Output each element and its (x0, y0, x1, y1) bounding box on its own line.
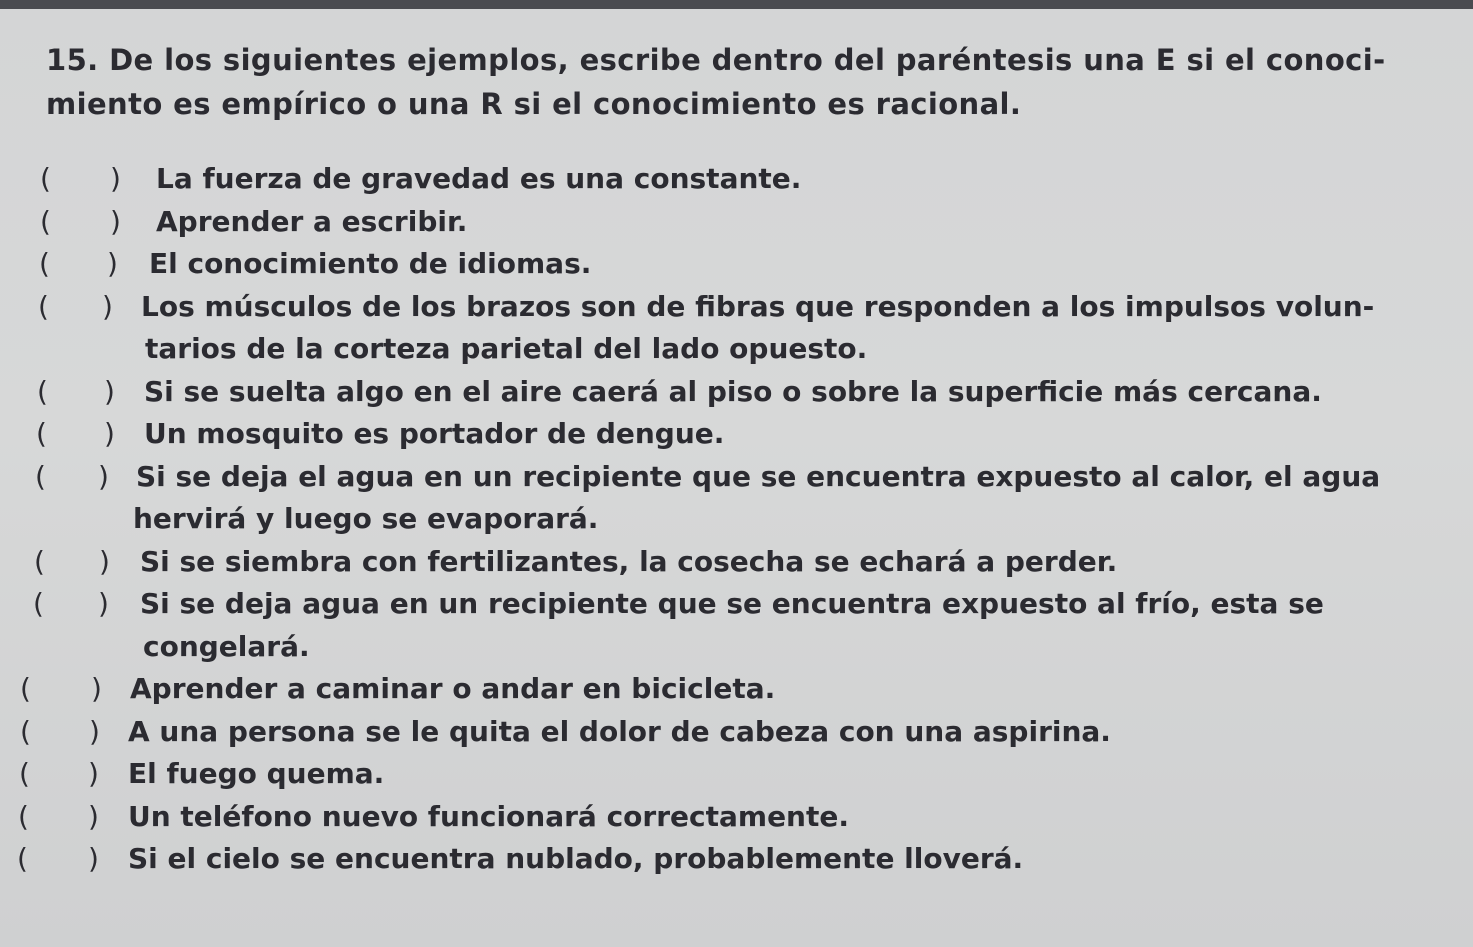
answer-item-7 (0, 456, 1473, 541)
answer-blank-close: ) (98, 587, 109, 620)
item-text: Si se deja agua en un recipiente que se encuentra expuesto al frío, esta se (140, 587, 1324, 620)
answer-item-9 (0, 583, 1473, 668)
answer-item-12 (0, 753, 1473, 796)
answer-blank-open[interactable]: ( (40, 162, 51, 195)
answer-blank-close: ) (88, 757, 99, 790)
answer-blank-open[interactable]: ( (18, 799, 29, 833)
item-text: La fuerza de gravedad es una constante. (156, 162, 802, 195)
answer-item-11 (0, 711, 1473, 754)
answer-item-8 (0, 541, 1473, 584)
item-text: Un teléfono nuevo funcionará correctamente. (128, 799, 849, 833)
answer-item-13 (0, 796, 1473, 839)
item-text: Si se suelta algo en el aire caerá al piso o sobre la superficie más cercana. (144, 374, 1322, 408)
item-text: Si se deja el agua en un recipiente que se encuentra expuesto al calor, el agua (136, 459, 1381, 493)
item-text: Si se siembra con fertilizantes, la cosecha se echará a perder. (140, 544, 1118, 578)
answer-blank-close: ) (110, 162, 121, 195)
item-text: Un mosquito es portador de dengue. (144, 417, 725, 450)
answer-blank-close: ) (104, 374, 115, 408)
answer-blank-close: ) (102, 289, 113, 323)
answer-items-list (0, 158, 1473, 881)
answer-blank-open[interactable]: ( (17, 842, 28, 875)
answer-item-3 (0, 243, 1473, 286)
answer-item-4 (0, 286, 1473, 371)
answer-item-5 (0, 371, 1473, 414)
answer-blank-open[interactable]: ( (36, 417, 47, 450)
answer-blank-open[interactable]: ( (34, 544, 45, 578)
answer-blank-close: ) (107, 247, 118, 280)
answer-blank-close: ) (91, 672, 102, 705)
item-text: Aprender a escribir. (156, 204, 468, 238)
item-text: El conocimiento de idiomas. (149, 247, 592, 280)
item-text: El fuego quema. (128, 757, 385, 790)
answer-blank-open[interactable]: ( (40, 204, 51, 238)
answer-blank-close: ) (104, 417, 115, 450)
answer-blank-close: ) (99, 544, 110, 578)
answer-blank-close: ) (98, 459, 109, 493)
answer-blank-open[interactable]: ( (20, 714, 31, 748)
item-text: A una persona se le quita el dolor de cabeza con una aspirina. (128, 714, 1111, 748)
item-text: Si el cielo se encuentra nublado, probablemente lloverá. (128, 842, 1024, 875)
answer-item-2 (0, 201, 1473, 244)
answer-blank-open[interactable]: ( (19, 757, 30, 790)
heading-line-2: miento es empírico o una R si el conocimiento es racional. (46, 87, 1022, 121)
answer-blank-close: ) (89, 714, 100, 748)
exercise-heading (46, 38, 1446, 126)
answer-item-14 (0, 838, 1473, 881)
answer-blank-open[interactable]: ( (39, 247, 50, 280)
item-text-continuation: hervirá y luego se evaporará. (133, 502, 599, 535)
item-text: Aprender a caminar o andar en bicicleta. (130, 672, 776, 705)
answer-blank-open[interactable]: ( (33, 587, 44, 620)
answer-blank-close: ) (88, 842, 99, 875)
answer-item-6 (0, 413, 1473, 456)
answer-blank-open[interactable]: ( (20, 672, 31, 705)
answer-blank-open[interactable]: ( (35, 459, 46, 493)
answer-blank-close: ) (110, 204, 121, 238)
answer-blank-open[interactable]: ( (37, 374, 48, 408)
answer-blank-open[interactable]: ( (38, 289, 49, 323)
item-text: Los músculos de los brazos son de fibras que responden a los impulsos volun- (141, 289, 1375, 323)
answer-item-1 (0, 158, 1473, 201)
answer-item-10 (0, 668, 1473, 711)
item-text-continuation: congelará. (143, 629, 310, 663)
answer-blank-close: ) (88, 799, 99, 833)
heading-line-1: 15. De los siguientes ejemplos, escribe dentro del paréntesis una E si el conoci- (46, 43, 1386, 77)
item-text-continuation: tarios de la corteza parietal del lado opuesto. (145, 332, 868, 365)
